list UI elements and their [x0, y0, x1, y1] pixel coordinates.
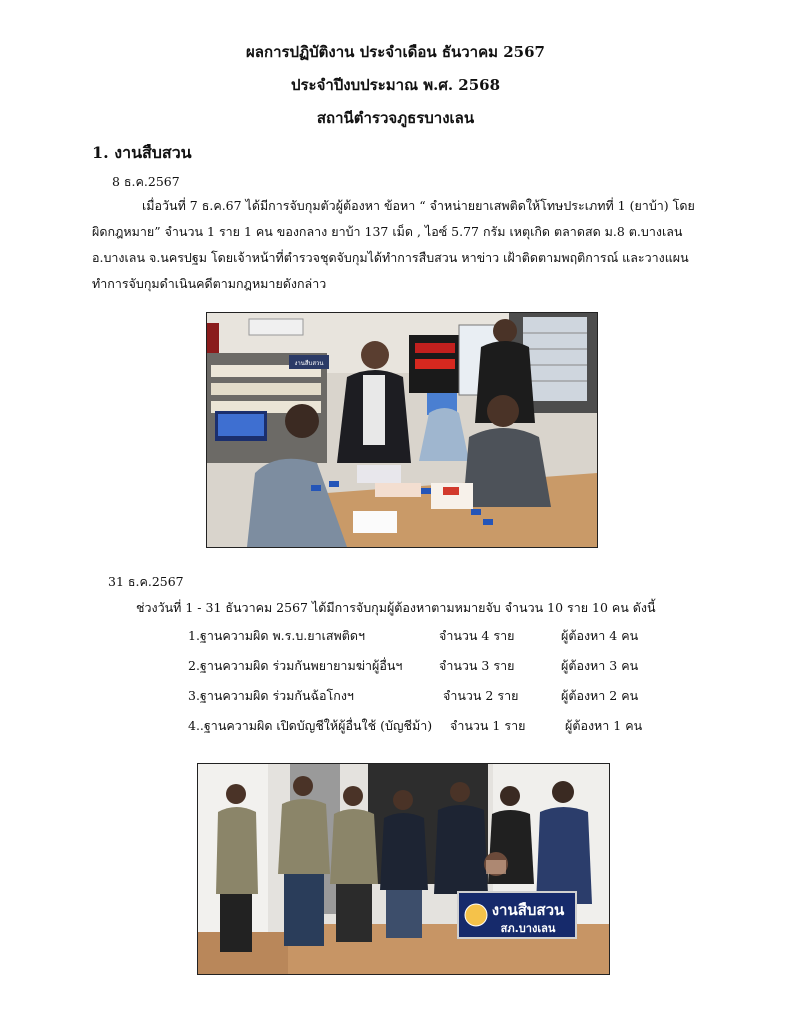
- case-count: จำนวน 1 ราย: [450, 718, 526, 733]
- doc-title: ผลการปฏิบัติงาน ประจำเดือน ธันวาคม 2567: [246, 43, 545, 61]
- entry-date-2: 31 ธ.ค.2567: [108, 574, 184, 589]
- case-count: จำนวน 2 ราย: [443, 688, 519, 703]
- doc-subtitle: ประจำปีงบประมาณ พ.ศ. 2568: [290, 76, 501, 94]
- entry-paragraph-line2: ผิดกฎหมาย” จำนวน 1 ราย 1 คน ของกลาง ยาบ้า 137 เม็ด , ไอซ์ 5.77 กรัม เหตุเกิด ตลาดสด ม.8 ต.บางเลน: [92, 224, 683, 239]
- entry-paragraph-line4: ทำการจับกุมดำเนินคดีตามกฎหมายดังกล่าว: [92, 276, 327, 291]
- arrest-photo: [206, 312, 598, 548]
- suspect-count: ผู้ต้องหา 1 คน: [565, 718, 643, 733]
- section-heading: 1. งานสืบสวน: [92, 143, 192, 162]
- suspect-count: ผู้ต้องหา 2 คน: [561, 688, 639, 703]
- offense-label: 1.ฐานความผิด พ.ร.บ.ยาเสพติดฯ: [188, 628, 365, 643]
- offense-label: 3.ฐานความผิด ร่วมกันฉ้อโกงฯ: [188, 688, 354, 703]
- case-count: จำนวน 4 ราย: [439, 628, 515, 643]
- station-name: สถานีตำรวจภูธรบางเลน: [316, 109, 475, 127]
- warrant-summary: ช่วงวันที่ 1 - 31 ธันวาคม 2567 ได้มีการจับกุมผู้ต้องหาตามหมายจับ จำนวน 10 ราย 10 คน ดังนี้: [136, 600, 656, 615]
- group-photo-illustration: [198, 764, 609, 974]
- offense-label: 4..ฐานความผิด เปิดบัญชีให้ผู้อื่นใช้ (บัญชีม้า): [188, 718, 433, 733]
- entry-paragraph-line1: เมื่อวันที่ 7 ธ.ค.67 ได้มีการจับกุมตัวผู้ต้องหา ข้อหา “ จำหน่ายยาเสพติดให้โทษประเภทที่ 1 (ยาบ้า) โดย: [142, 198, 695, 213]
- entry-date: 8 ธ.ค.2567: [112, 174, 180, 189]
- arrest-photo-illustration: [207, 313, 597, 547]
- sign-sub-text: สภ.บางเลน: [500, 922, 556, 935]
- case-count: จำนวน 3 ราย: [439, 658, 515, 673]
- sign-main-text: งานสืบสวน: [491, 901, 565, 919]
- wall-sign-text: งานสืบสวน: [294, 360, 324, 367]
- group-photo: [197, 763, 610, 975]
- suspect-count: ผู้ต้องหา 4 คน: [561, 628, 639, 643]
- offense-label: 2.ฐานความผิด ร่วมกันพยายามฆ่าผู้อื่นฯ: [188, 658, 403, 673]
- suspect-count: ผู้ต้องหา 3 คน: [561, 658, 639, 673]
- entry-paragraph-line3: อ.บางเลน จ.นครปฐม โดยเจ้าหน้าที่ตำรวจชุดจับกุมได้ทำการสืบสวน หาข่าว เฝ้าติดตามพฤติการณ์ และวางแผน: [92, 250, 689, 265]
